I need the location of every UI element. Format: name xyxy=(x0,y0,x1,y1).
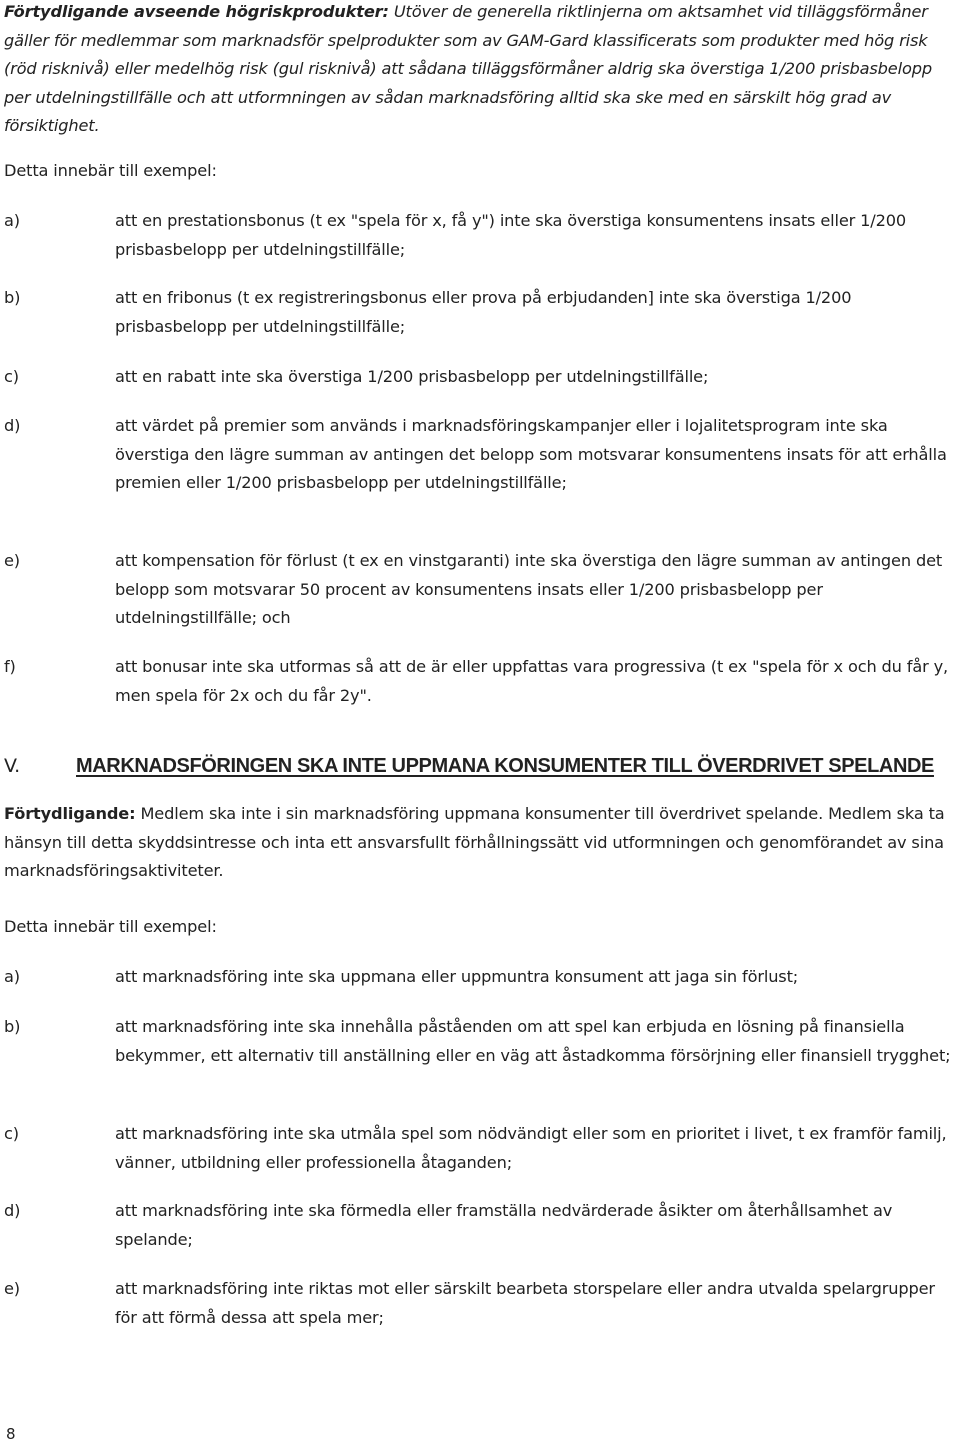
list-text: att bonusar inte ska utformas så att de är eller uppfattas vara progressiva (t ex "spela för x och du får y, men spela för 2x och du får 2y". xyxy=(115,657,949,705)
example-intro: Detta innebär till exempel: xyxy=(4,917,217,936)
list-text: att kompensation för förlust (t ex en vinstgaranti) inte ska överstiga den lägre summan av antingen det belopp som motsvarar 50 procent av konsumentens insats eller 1/200 prisbasbelopp per utdelningstillfälle; och xyxy=(115,551,943,628)
list-text: att en prestationsbonus (t ex "spela för x, få y") inte ska överstiga konsumentens insats eller 1/200 prisbasbelopp per utdelningstillfälle; xyxy=(115,211,907,259)
list-marker: c) xyxy=(4,367,19,386)
high-risk-clarification xyxy=(4,0,958,141)
example-intro: Detta innebär till exempel: xyxy=(4,161,217,180)
section-title: MARKNADSFÖRINGEN SKA INTE UPPMANA KONSUMENTER TILL ÖVERDRIVET SPELANDE xyxy=(76,755,934,777)
clarification-text: Utöver de generella riktlinjerna om aktsamhet vid tilläggsförmåner gäller för medlemmar som marknadsför spelprodukter som av GAM-Gard klassificerats som produkter med hög risk (röd risknivå) eller medelhög risk (gul risknivå) att sådana tilläggsförmåner aldrig ska överstiga 1/200 prisbasbelopp per utdelningstillfälle och att utformningen av sådan marknadsföring alltid ska ske med en särskilt hög grad av försiktighet. xyxy=(4,2,932,136)
list-text: att marknadsföring inte ska innehålla påståenden om att spel kan erbjuda en lösning på finansiella bekymmer, ett alternativ till anställning eller en väg att åstadkomma försörjning eller finansiell trygghet; xyxy=(115,1017,951,1065)
list-marker: f) xyxy=(4,657,16,676)
list-marker: b) xyxy=(4,288,21,307)
list-text: att en rabatt inte ska överstiga 1/200 prisbasbelopp per utdelningstillfälle; xyxy=(115,367,709,386)
list-marker: b) xyxy=(4,1017,21,1036)
list-marker: a) xyxy=(4,211,20,230)
list-text: att marknadsföring inte ska utmåla spel som nödvändigt eller som en prioritet i livet, t ex framför familj, vänner, utbildning eller professionella åtaganden; xyxy=(115,1124,947,1172)
list-text: att marknadsföring inte ska förmedla eller framställa nedvärderade åsikter om återhållsamhet av spelande; xyxy=(115,1201,893,1249)
section-number: V. xyxy=(4,755,20,777)
list-marker: d) xyxy=(4,1201,21,1220)
page-number: 8 xyxy=(6,1425,16,1443)
list-marker: e) xyxy=(4,551,20,570)
clarification-body: Medlem ska inte i sin marknadsföring uppmana konsumenter till överdrivet spelande. Medlem ska ta hänsyn till detta skyddsintresse och inta ett ansvarsfullt förhållningssätt vid utformningen och genomförandet av sina marknadsföringsaktiviteter. xyxy=(4,804,945,881)
section-clarification xyxy=(4,800,958,886)
list-marker: c) xyxy=(4,1124,19,1143)
list-marker: d) xyxy=(4,416,21,435)
list-marker: a) xyxy=(4,967,20,986)
list-text: att en fribonus (t ex registreringsbonus eller prova på erbjudanden] inte ska överstiga 1/200 prisbasbelopp per utdelningstillfälle; xyxy=(115,288,852,336)
list-text: att marknadsföring inte riktas mot eller särskilt bearbeta storspelare eller andra utvalda spelargrupper för att förmå dessa att spela mer; xyxy=(115,1279,935,1327)
list-text: att värdet på premier som används i marknadsföringskampanjer eller i lojalitetsprogram inte ska överstiga den lägre summan av antingen det belopp som motsvarar konsumentens insats för att erhålla premien eller 1/200 prisbasbelopp per utdelningstillfälle; xyxy=(115,416,947,493)
clarification-lead: Förtydligande avseende högriskprodukter: xyxy=(4,2,389,21)
list-text: att marknadsföring inte ska uppmana eller uppmuntra konsument att jaga sin förlust; xyxy=(115,967,799,986)
list-marker: e) xyxy=(4,1279,20,1298)
clarification-label: Förtydligande: xyxy=(4,804,136,823)
